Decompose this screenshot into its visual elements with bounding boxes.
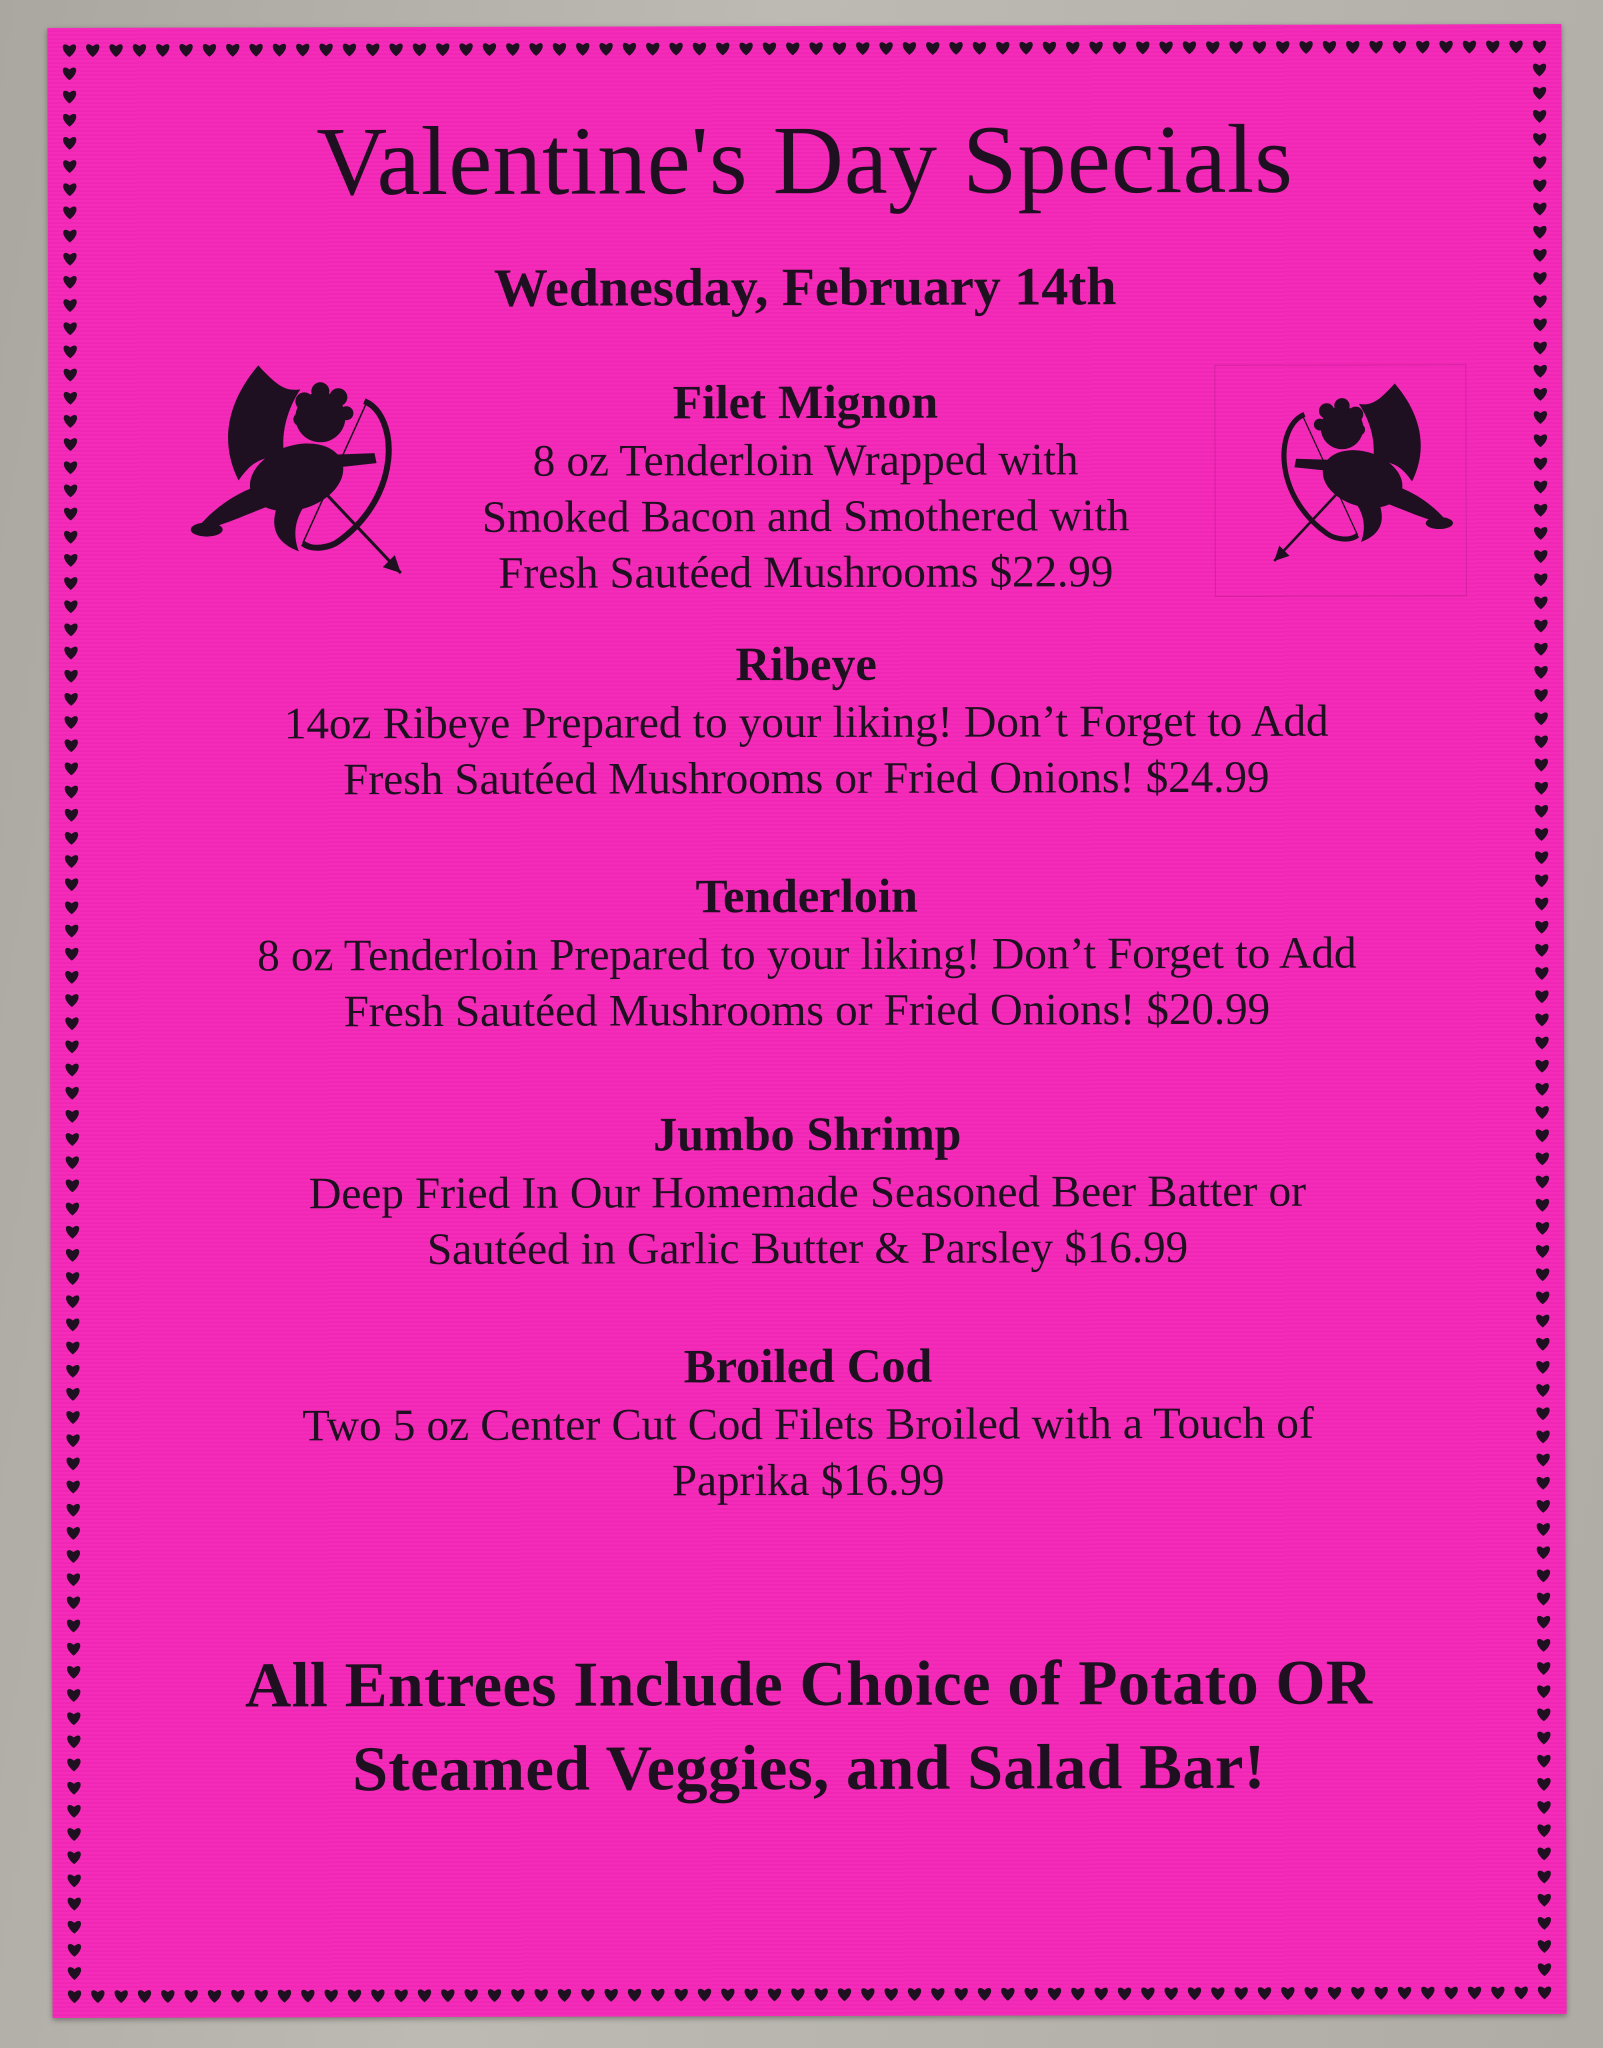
item-name: Ribeye [735,637,877,692]
item-desc-line: Paprika $16.99 [671,1454,945,1506]
item-name: Tenderloin [695,869,918,924]
item-desc-line: 8 oz Tenderloin Wrapped with [532,434,1079,486]
item-desc-line: Sautéed in Garlic Butter & Parsley $16.99 [426,1222,1189,1274]
item-desc-line: Deep Fried In Our Homemade Seasoned Beer Batter or [308,1165,1307,1219]
entree-note-line: Steamed Veggies, and Salad Bar! [352,1730,1266,1805]
item-desc-line: Fresh Sautéed Mushrooms $22.99 [498,546,1114,598]
item-desc-line: Smoked Bacon and Smothered with [481,490,1130,542]
item-desc-line: 14oz Ribeye Prepared to your liking! Don’t Forget to Add [283,695,1329,749]
menu-item-ribeye [49,634,1563,808]
flyer-content [47,24,1566,2018]
entree-note [52,1640,1566,1812]
item-name: Filet Mignon [672,375,939,430]
item-desc-line: Fresh Sautéed Mushrooms or Fried Onions! $20.99 [343,983,1271,1037]
item-name: Broiled Cod [683,1339,933,1394]
event-date: Wednesday, February 14th [493,256,1117,318]
menu-item-jumbo-shrimp [50,1104,1564,1278]
menu-flyer [47,24,1566,2018]
cupid-icon [1214,366,1465,597]
item-desc-line: Two 5 oz Center Cut Cod Filets Broiled with a Touch of [302,1397,1314,1451]
item-name: Jumbo Shrimp [653,1107,962,1162]
menu-item-broiled-cod [51,1336,1565,1510]
menu-item-tenderloin [50,866,1564,1040]
entree-note-line: All Entrees Include Choice of Potato OR [244,1646,1373,1721]
cupid-icon [188,345,459,616]
flyer-title: Valentine's Day Specials [316,105,1294,217]
item-desc-line: Fresh Sautéed Mushrooms or Fried Onions! $24.99 [343,751,1270,805]
item-desc-line: 8 oz Tenderloin Prepared to your liking! Don’t Forget to Add [257,927,1357,981]
